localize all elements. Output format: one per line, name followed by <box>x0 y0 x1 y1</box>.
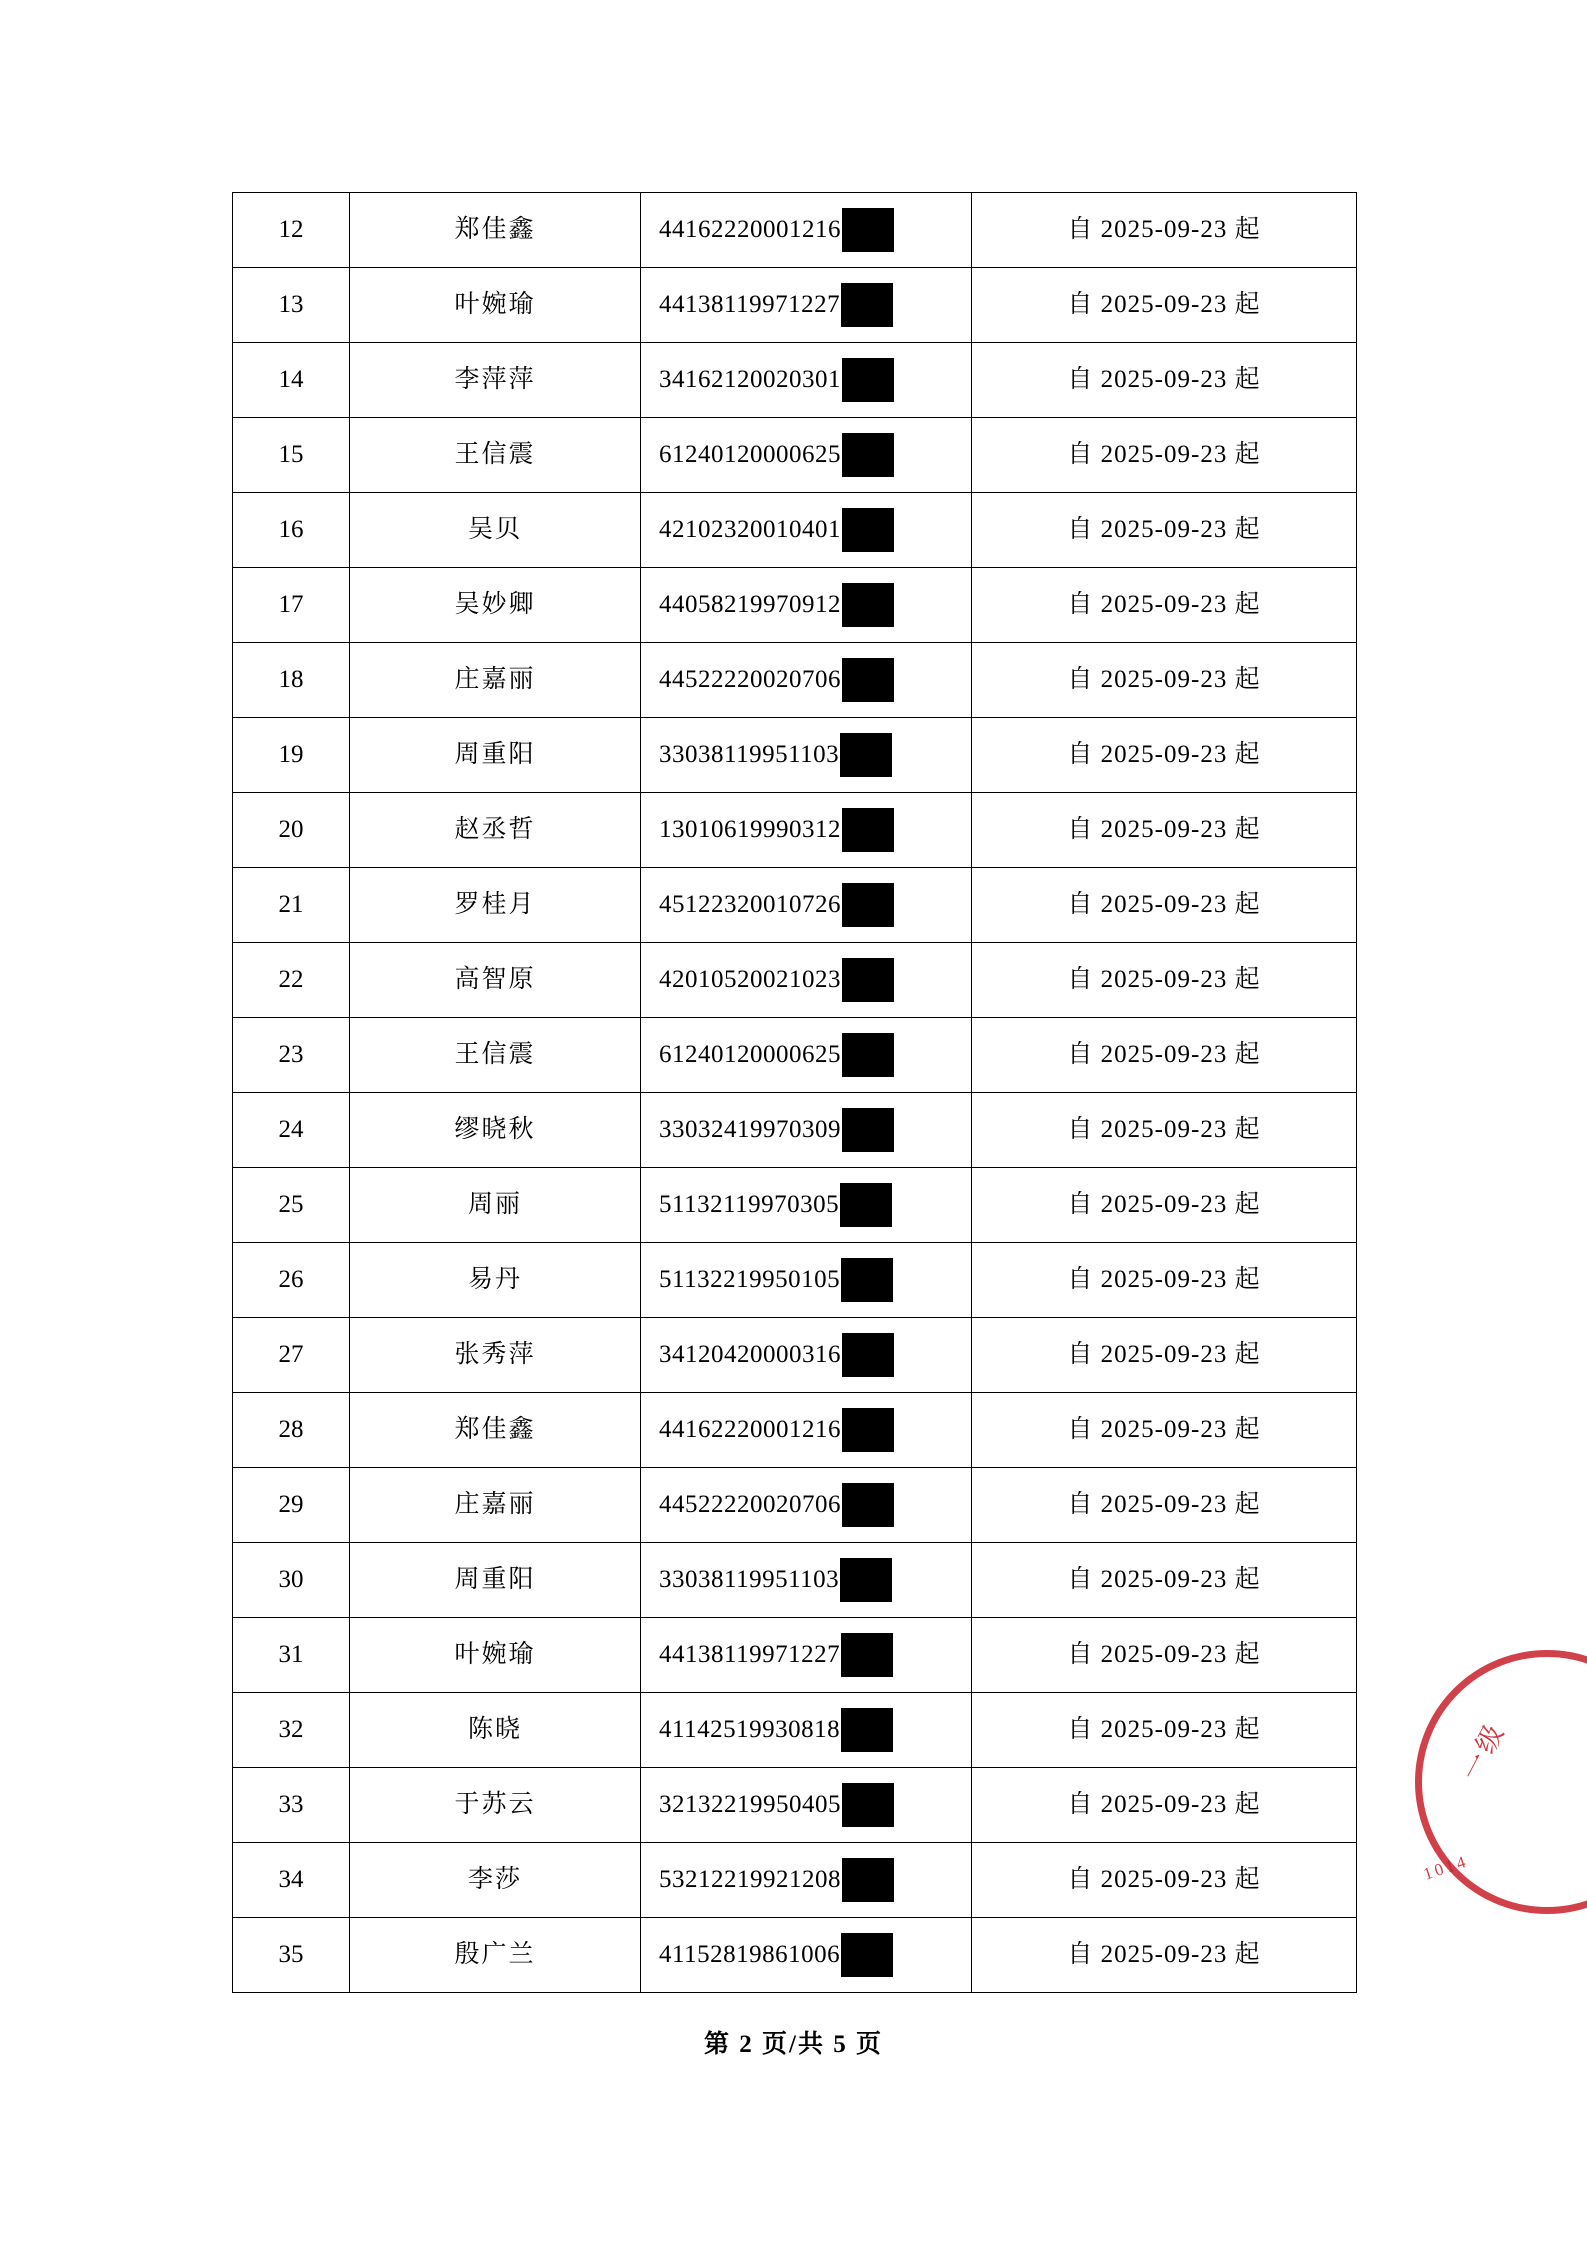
id-cell-inner <box>641 1708 971 1752</box>
row-id <box>641 1168 972 1243</box>
row-id <box>641 493 972 568</box>
row-name: 庄嘉丽 <box>350 1468 641 1543</box>
row-date: 自 2025-09-23 起 <box>972 643 1357 718</box>
id-number: 13010619990312 <box>659 816 841 844</box>
redaction-block <box>841 1708 893 1752</box>
id-cell-inner <box>641 1858 971 1902</box>
redaction-block <box>842 1483 894 1527</box>
redaction-block <box>842 1108 894 1152</box>
row-name: 王信震 <box>350 418 641 493</box>
id-number: 51132119970305 <box>659 1191 840 1219</box>
id-cell-inner <box>641 283 971 327</box>
id-cell-inner <box>641 1408 971 1452</box>
row-index: 13 <box>233 268 350 343</box>
row-id <box>641 1843 972 1918</box>
row-id <box>641 1543 972 1618</box>
row-index: 27 <box>233 1318 350 1393</box>
row-id <box>641 793 972 868</box>
footer-middle: 页/共 <box>762 2031 825 2058</box>
row-date: 自 2025-09-23 起 <box>972 718 1357 793</box>
table-row <box>233 418 1357 493</box>
redaction-block <box>842 1033 894 1077</box>
row-name: 周丽 <box>350 1168 641 1243</box>
table-row <box>233 568 1357 643</box>
row-id <box>641 643 972 718</box>
row-id <box>641 193 972 268</box>
id-cell-inner <box>641 1183 971 1227</box>
row-id <box>641 943 972 1018</box>
id-cell-inner <box>641 658 971 702</box>
id-number: 33038119951103 <box>659 1566 840 1594</box>
id-number: 51132219950105 <box>659 1266 841 1294</box>
row-date: 自 2025-09-23 起 <box>972 868 1357 943</box>
id-number: 32132219950405 <box>659 1791 841 1819</box>
row-name: 郑佳鑫 <box>350 1393 641 1468</box>
id-cell-inner <box>641 1258 971 1302</box>
id-cell-inner <box>641 508 971 552</box>
official-seal <box>1405 1650 1587 1950</box>
footer-total-pages: 5 <box>833 2031 848 2058</box>
row-date: 自 2025-09-23 起 <box>972 1093 1357 1168</box>
records-table <box>232 192 1357 1993</box>
id-cell-inner <box>641 1033 971 1077</box>
redaction-block <box>842 583 894 627</box>
row-index: 25 <box>233 1168 350 1243</box>
id-cell-inner <box>641 883 971 927</box>
table-row <box>233 193 1357 268</box>
row-index: 35 <box>233 1918 350 1993</box>
id-number: 44058219970912 <box>659 591 841 619</box>
id-cell-inner <box>641 358 971 402</box>
table-row <box>233 1168 1357 1243</box>
table-row <box>233 1318 1357 1393</box>
row-index: 20 <box>233 793 350 868</box>
row-index: 16 <box>233 493 350 568</box>
row-id <box>641 268 972 343</box>
row-index: 15 <box>233 418 350 493</box>
row-id <box>641 1693 972 1768</box>
row-id <box>641 418 972 493</box>
footer-page-number: 2 <box>739 2031 754 2058</box>
row-date: 自 2025-09-23 起 <box>972 1018 1357 1093</box>
redaction-block <box>841 1633 893 1677</box>
id-number: 44138119971227 <box>659 291 841 319</box>
id-cell-inner <box>641 1333 971 1377</box>
id-number: 34162120020301 <box>659 366 841 394</box>
row-id <box>641 568 972 643</box>
id-number: 44162220001216 <box>659 216 841 244</box>
table-row <box>233 868 1357 943</box>
row-name: 周重阳 <box>350 718 641 793</box>
table-row <box>233 1018 1357 1093</box>
redaction-block <box>842 508 894 552</box>
row-date: 自 2025-09-23 起 <box>972 793 1357 868</box>
row-name: 高智原 <box>350 943 641 1018</box>
id-number: 33032419970309 <box>659 1116 841 1144</box>
table-row <box>233 1243 1357 1318</box>
redaction-block <box>841 283 893 327</box>
row-date: 自 2025-09-23 起 <box>972 1393 1357 1468</box>
row-index: 26 <box>233 1243 350 1318</box>
row-name: 罗桂月 <box>350 868 641 943</box>
id-number: 33038119951103 <box>659 741 840 769</box>
records-table-body <box>233 193 1357 1993</box>
seal-text: 一级 <box>1455 1716 1512 1786</box>
row-index: 30 <box>233 1543 350 1618</box>
table-row <box>233 1093 1357 1168</box>
redaction-block <box>840 733 892 777</box>
redaction-block <box>842 208 894 252</box>
row-name: 周重阳 <box>350 1543 641 1618</box>
row-id <box>641 1393 972 1468</box>
row-id <box>641 1318 972 1393</box>
row-index: 32 <box>233 1693 350 1768</box>
id-cell-inner <box>641 808 971 852</box>
redaction-block <box>842 883 894 927</box>
id-number: 44522220020706 <box>659 1491 841 1519</box>
row-name: 李萍萍 <box>350 343 641 418</box>
id-number: 61240120000625 <box>659 441 841 469</box>
table-row <box>233 1693 1357 1768</box>
seal-number: 1014 <box>1421 1851 1471 1884</box>
id-number: 42102320010401 <box>659 516 841 544</box>
row-name: 张秀萍 <box>350 1318 641 1393</box>
table-row <box>233 1393 1357 1468</box>
id-number: 61240120000625 <box>659 1041 841 1069</box>
row-name: 叶婉瑜 <box>350 268 641 343</box>
seal-ring <box>1415 1650 1587 1914</box>
row-name: 于苏云 <box>350 1768 641 1843</box>
row-name: 叶婉瑜 <box>350 1618 641 1693</box>
id-cell-inner <box>641 733 971 777</box>
row-index: 34 <box>233 1843 350 1918</box>
row-index: 33 <box>233 1768 350 1843</box>
row-date: 自 2025-09-23 起 <box>972 493 1357 568</box>
table-row <box>233 268 1357 343</box>
table-row <box>233 1468 1357 1543</box>
id-number: 44162220001216 <box>659 1416 841 1444</box>
row-id <box>641 1618 972 1693</box>
row-date: 自 2025-09-23 起 <box>972 568 1357 643</box>
row-id <box>641 1018 972 1093</box>
row-date: 自 2025-09-23 起 <box>972 1693 1357 1768</box>
row-index: 28 <box>233 1393 350 1468</box>
row-name: 李莎 <box>350 1843 641 1918</box>
row-index: 24 <box>233 1093 350 1168</box>
row-index: 17 <box>233 568 350 643</box>
row-index: 14 <box>233 343 350 418</box>
table-row <box>233 1618 1357 1693</box>
redaction-block <box>842 808 894 852</box>
row-id <box>641 1093 972 1168</box>
footer-prefix: 第 <box>704 2031 732 2058</box>
table-row <box>233 1768 1357 1843</box>
id-cell-inner <box>641 1783 971 1827</box>
row-date: 自 2025-09-23 起 <box>972 1843 1357 1918</box>
table-row <box>233 1918 1357 1993</box>
id-number: 44522220020706 <box>659 666 841 694</box>
row-date: 自 2025-09-23 起 <box>972 193 1357 268</box>
table-row <box>233 643 1357 718</box>
table-row <box>233 793 1357 868</box>
row-id <box>641 1243 972 1318</box>
row-date: 自 2025-09-23 起 <box>972 1318 1357 1393</box>
redaction-block <box>842 1783 894 1827</box>
row-index: 22 <box>233 943 350 1018</box>
row-date: 自 2025-09-23 起 <box>972 343 1357 418</box>
table-row <box>233 1843 1357 1918</box>
table-row <box>233 943 1357 1018</box>
redaction-block <box>842 433 894 477</box>
id-cell-inner <box>641 1483 971 1527</box>
redaction-block <box>841 1933 893 1977</box>
row-date: 自 2025-09-23 起 <box>972 1543 1357 1618</box>
table-row <box>233 343 1357 418</box>
redaction-block <box>842 1408 894 1452</box>
footer-suffix: 页 <box>855 2031 883 2058</box>
id-cell-inner <box>641 1108 971 1152</box>
id-cell-inner <box>641 1633 971 1677</box>
row-id <box>641 343 972 418</box>
row-id <box>641 718 972 793</box>
page-footer <box>0 2024 1587 2060</box>
row-name: 易丹 <box>350 1243 641 1318</box>
id-cell-inner <box>641 208 971 252</box>
row-date: 自 2025-09-23 起 <box>972 1468 1357 1543</box>
row-id <box>641 1768 972 1843</box>
row-id <box>641 1468 972 1543</box>
table-row <box>233 718 1357 793</box>
row-name: 赵丞哲 <box>350 793 641 868</box>
row-date: 自 2025-09-23 起 <box>972 1618 1357 1693</box>
row-index: 21 <box>233 868 350 943</box>
redaction-block <box>840 1558 892 1602</box>
row-name: 殷广兰 <box>350 1918 641 1993</box>
row-id <box>641 1918 972 1993</box>
redaction-block <box>842 658 894 702</box>
row-index: 18 <box>233 643 350 718</box>
row-name: 吴妙卿 <box>350 568 641 643</box>
id-number: 41152819861006 <box>659 1941 841 1969</box>
redaction-block <box>840 1183 892 1227</box>
table-row <box>233 493 1357 568</box>
id-cell-inner <box>641 1933 971 1977</box>
redaction-block <box>842 1333 894 1377</box>
id-number: 53212219921208 <box>659 1866 841 1894</box>
row-date: 自 2025-09-23 起 <box>972 418 1357 493</box>
row-date: 自 2025-09-23 起 <box>972 1243 1357 1318</box>
row-date: 自 2025-09-23 起 <box>972 1918 1357 1993</box>
row-name: 郑佳鑫 <box>350 193 641 268</box>
row-name: 缪晓秋 <box>350 1093 641 1168</box>
id-number: 41142519930818 <box>659 1716 841 1744</box>
id-cell-inner <box>641 958 971 1002</box>
row-index: 23 <box>233 1018 350 1093</box>
redaction-block <box>842 958 894 1002</box>
row-index: 19 <box>233 718 350 793</box>
row-index: 31 <box>233 1618 350 1693</box>
row-name: 吴贝 <box>350 493 641 568</box>
redaction-block <box>841 1258 893 1302</box>
redaction-block <box>842 1858 894 1902</box>
row-id <box>641 868 972 943</box>
id-cell-inner <box>641 1558 971 1602</box>
id-number: 42010520021023 <box>659 966 841 994</box>
row-index: 29 <box>233 1468 350 1543</box>
row-index: 12 <box>233 193 350 268</box>
table-row <box>233 1543 1357 1618</box>
row-name: 庄嘉丽 <box>350 643 641 718</box>
row-name: 王信震 <box>350 1018 641 1093</box>
id-number: 45122320010726 <box>659 891 841 919</box>
row-name: 陈晓 <box>350 1693 641 1768</box>
row-date: 自 2025-09-23 起 <box>972 268 1357 343</box>
id-number: 34120420000316 <box>659 1341 841 1369</box>
id-cell-inner <box>641 583 971 627</box>
row-date: 自 2025-09-23 起 <box>972 1168 1357 1243</box>
row-date: 自 2025-09-23 起 <box>972 1768 1357 1843</box>
id-number: 44138119971227 <box>659 1641 841 1669</box>
id-cell-inner <box>641 433 971 477</box>
redaction-block <box>842 358 894 402</box>
row-date: 自 2025-09-23 起 <box>972 943 1357 1018</box>
